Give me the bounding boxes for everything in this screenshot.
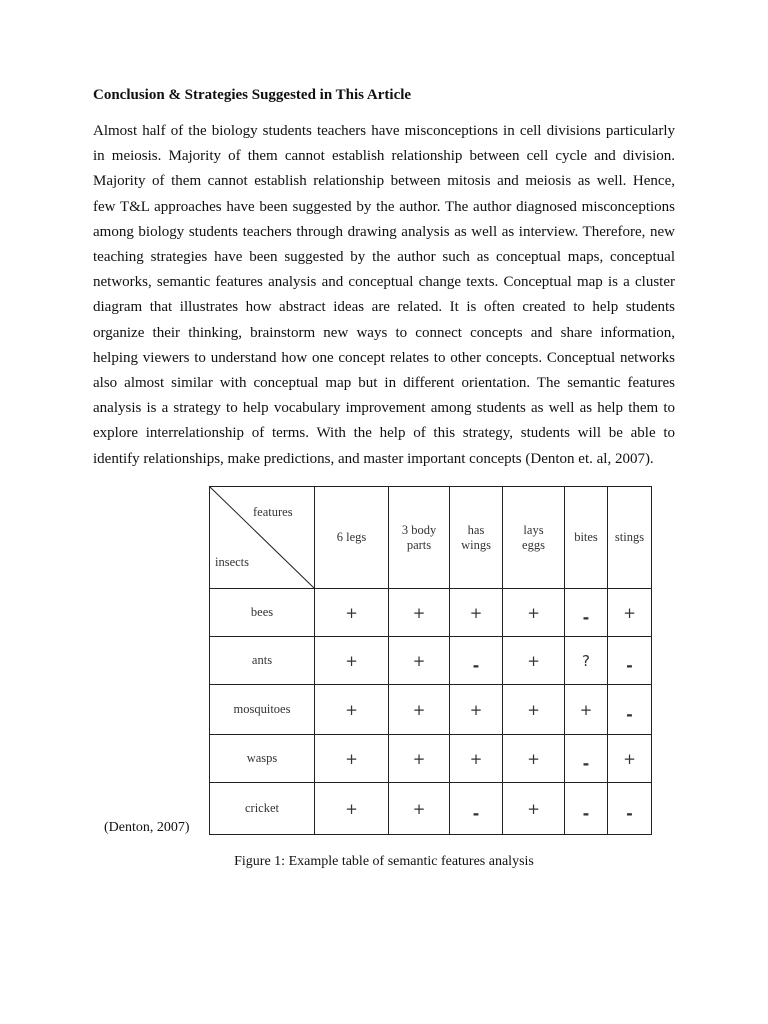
table-row [210,589,652,637]
paragraph-line: identify relationships, make predictions, and master important concepts (Denton et. al, 2007). [93,450,654,467]
feature-mark: - [608,783,652,835]
table-row [210,637,652,685]
paragraph-line: teaching strategies have been suggested by the author such as conceptual maps, conceptual [93,249,675,266]
feature-mark: - [450,783,503,835]
table-row [210,685,652,735]
feature-mark: + [315,735,389,783]
feature-mark: + [315,637,389,685]
corner-label-insects: insects [215,555,250,569]
body-paragraph [93,119,675,472]
table-corner-cell [210,487,315,589]
column-header-text: lays [523,522,544,537]
feature-mark: + [389,589,450,637]
column-header [450,487,503,589]
column-header-text: eggs [522,537,545,552]
row-header-insect: ants [210,637,315,685]
feature-mark: - [608,685,652,735]
semantic-features-table [209,486,652,835]
row-header-insect: bees [210,589,315,637]
feature-mark: + [389,783,450,835]
column-header [565,487,608,589]
paragraph-line: Majority of them cannot establish relationship between mitosis and meiosis as well. Hence, [93,173,675,190]
feature-mark: + [503,589,565,637]
column-header [608,487,652,589]
feature-mark: + [503,637,565,685]
feature-mark: + [450,589,503,637]
section-heading: Conclusion & Strategies Suggested in This Article [93,87,412,103]
feature-mark: + [503,685,565,735]
paragraph-line: in meiosis. Majority of them cannot establish relationship between cell cycle and division. [93,148,675,165]
feature-mark: + [608,589,652,637]
column-header-text: bites [574,530,598,544]
feature-mark: - [565,783,608,835]
feature-mark: + [503,783,565,835]
row-header-insect: wasps [210,735,315,783]
feature-mark: + [389,735,450,783]
feature-mark: + [450,685,503,735]
feature-mark: + [315,783,389,835]
paragraph-line: explore interrelationship of terms. With the help of this strategy, students will be able to [93,425,675,442]
column-header-text: wings [461,537,491,552]
corner-diagonal-line [210,487,315,589]
column-header-text: parts [406,537,432,552]
column-header [389,487,450,589]
paragraph-line: networks, semantic features analysis and conceptual change texts. Conceptual map is a cluster [93,274,675,291]
paragraph-line: few T&L approaches have been suggested by the author. The author diagnosed misconceptions [93,198,675,215]
paragraph-line: diagram that illustrates how abstract ideas are related. It is often created to help students [93,299,675,316]
figure-caption: Figure 1: Example table of semantic features analysis [234,854,534,869]
paragraph-line: among biology students teachers through drawing analysis as well as interview. Therefore, new [93,223,675,240]
feature-mark: - [608,637,652,685]
source-citation: (Denton, 2007) [104,820,190,835]
feature-mark: + [565,685,608,735]
feature-mark: + [389,685,450,735]
feature-mark: + [450,735,503,783]
column-header-text: stings [614,530,645,544]
row-header-insect: cricket [210,783,315,835]
row-header-insect: mosquitoes [210,685,315,735]
paragraph-line: analysis is a strategy to help vocabulary improvement among students as well as help them to [93,400,675,417]
feature-mark: + [503,735,565,783]
feature-mark: + [389,637,450,685]
corner-label-features: features [253,505,293,519]
table-row [210,783,652,835]
column-header-text: 3 body [401,522,437,537]
feature-mark: + [315,589,389,637]
paragraph-line: organize their thinking, brainstorm new ways to connect concepts and share information, [93,324,675,341]
feature-mark: ? [565,637,608,685]
feature-mark: - [450,637,503,685]
column-header [503,487,565,589]
paragraph-line: Almost half of the biology students teachers have misconceptions in cell divisions particularly [93,123,675,139]
column-header-text: 6 legs [336,530,367,544]
feature-mark: + [608,735,652,783]
paragraph-line: also almost similar with conceptual map but in different orientation. The semantic features [93,375,675,392]
column-header [315,487,389,589]
feature-mark: - [565,589,608,637]
column-header-text: has [467,522,485,537]
table-row [210,735,652,783]
paragraph-line: helping viewers to understand how one concept relates to other concepts. Conceptual networks [93,349,675,366]
feature-mark: + [315,685,389,735]
feature-mark: - [565,735,608,783]
